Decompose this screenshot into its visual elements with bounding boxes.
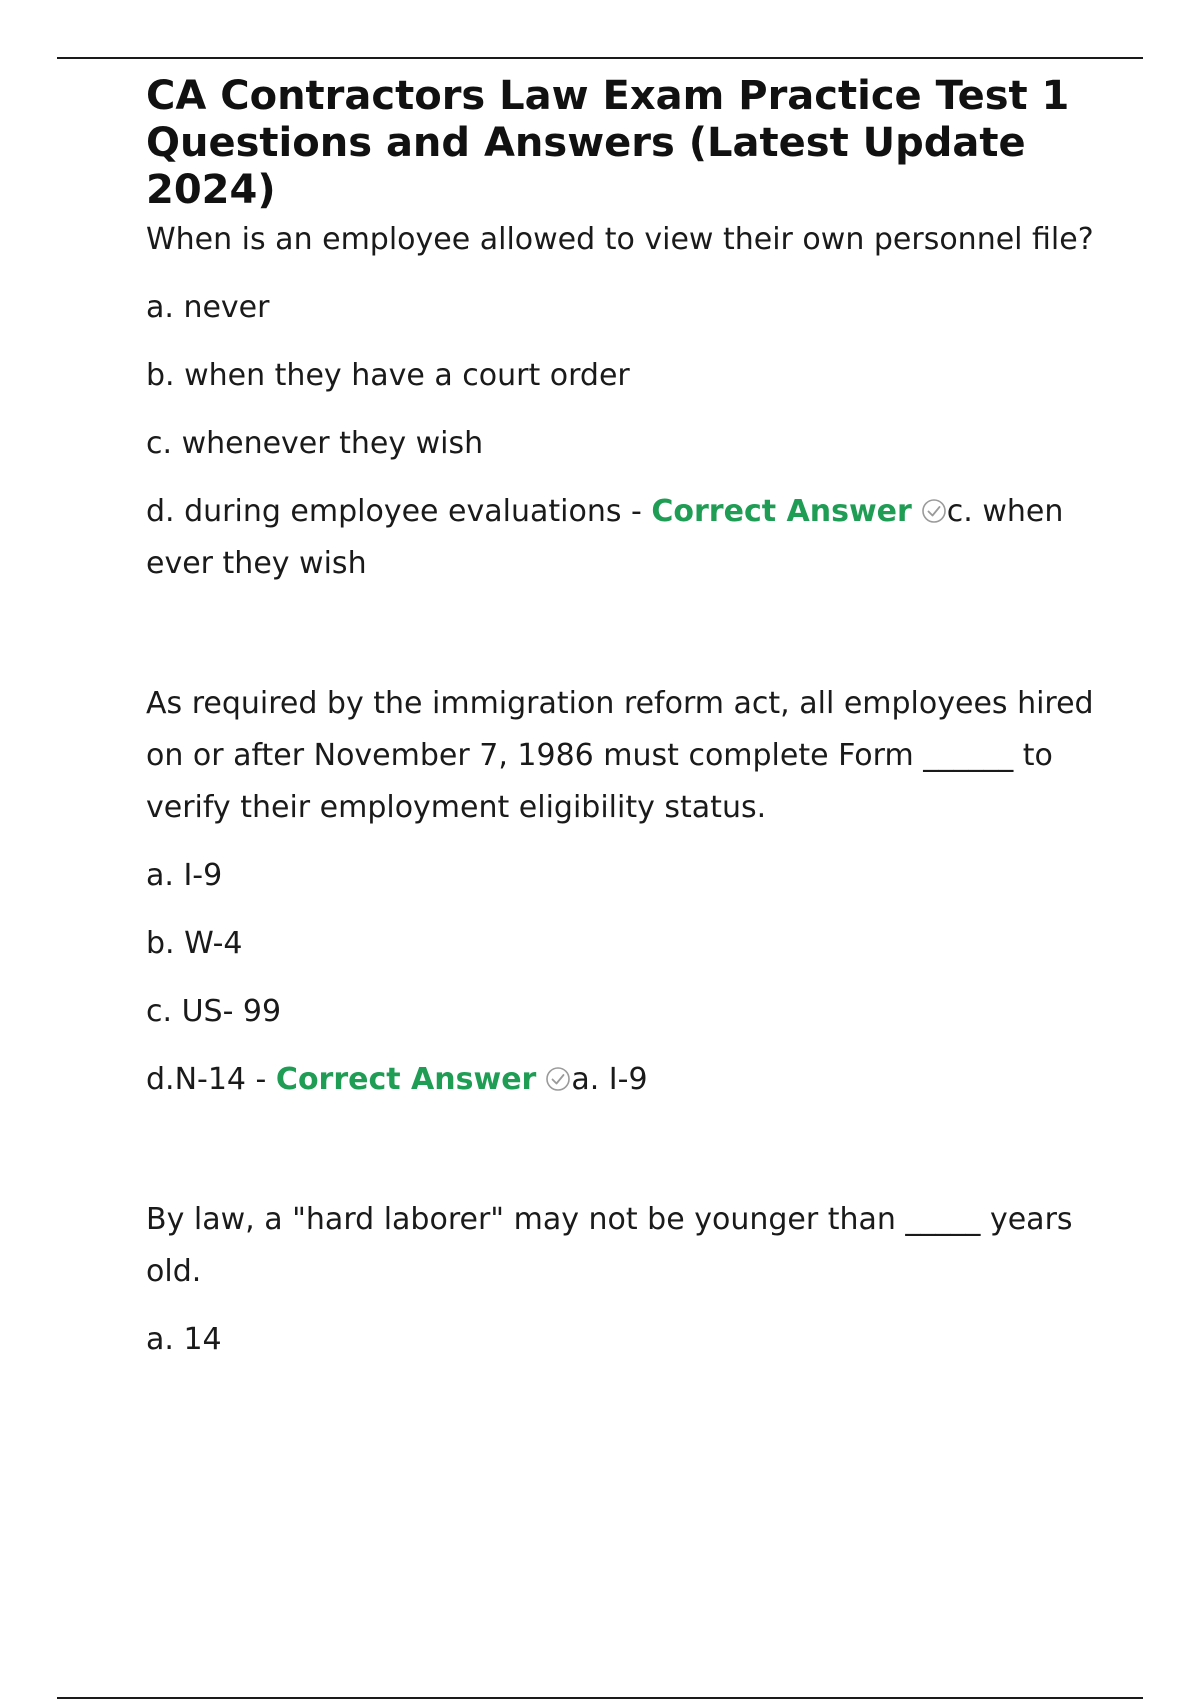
document-title: CA Contractors Law Exam Practice Test 1 Questions and Answers (Latest Update 2024)	[146, 73, 1070, 213]
option-d-with-answer	[146, 1054, 1096, 1106]
question-text: By law, a "hard laborer" may not be younger than _____ years old.	[146, 1202, 1073, 1289]
answer-text: c. when ever they wish	[146, 494, 1064, 581]
question-text: When is an employee allowed to view their own personnel file?	[146, 222, 1094, 257]
bottom-rule	[57, 1697, 1143, 1699]
answer-text: a. I-9	[571, 1062, 648, 1097]
top-rule	[57, 57, 1143, 59]
option-b: b. when they have a court order	[146, 358, 630, 393]
correct-answer-label: Correct Answer	[275, 1062, 537, 1097]
page-content	[146, 73, 1096, 1366]
check-circle-icon	[921, 498, 947, 524]
option-a: a. 14	[146, 1322, 222, 1357]
option-a: a. never	[146, 290, 270, 325]
option-b: b. W-4	[146, 926, 243, 961]
option-c: c. whenever they wish	[146, 426, 484, 461]
question-block-2	[146, 678, 1096, 1106]
option-c: c. US- 99	[146, 994, 282, 1029]
question-block-1	[146, 214, 1096, 590]
option-d: d.N-14 -	[146, 1062, 276, 1097]
question-block-3	[146, 1194, 1096, 1366]
option-d: d. during employee evaluations -	[146, 494, 652, 529]
option-d-with-answer	[146, 486, 1096, 590]
check-circle-icon	[545, 1066, 571, 1092]
option-a: a. I-9	[146, 858, 223, 893]
correct-answer-label: Correct Answer	[651, 494, 912, 529]
question-text: As required by the immigration reform act, all employees hired on or after November 7, 1986 must complete Form ______ to verify their employment eligibility status.	[146, 686, 1094, 825]
